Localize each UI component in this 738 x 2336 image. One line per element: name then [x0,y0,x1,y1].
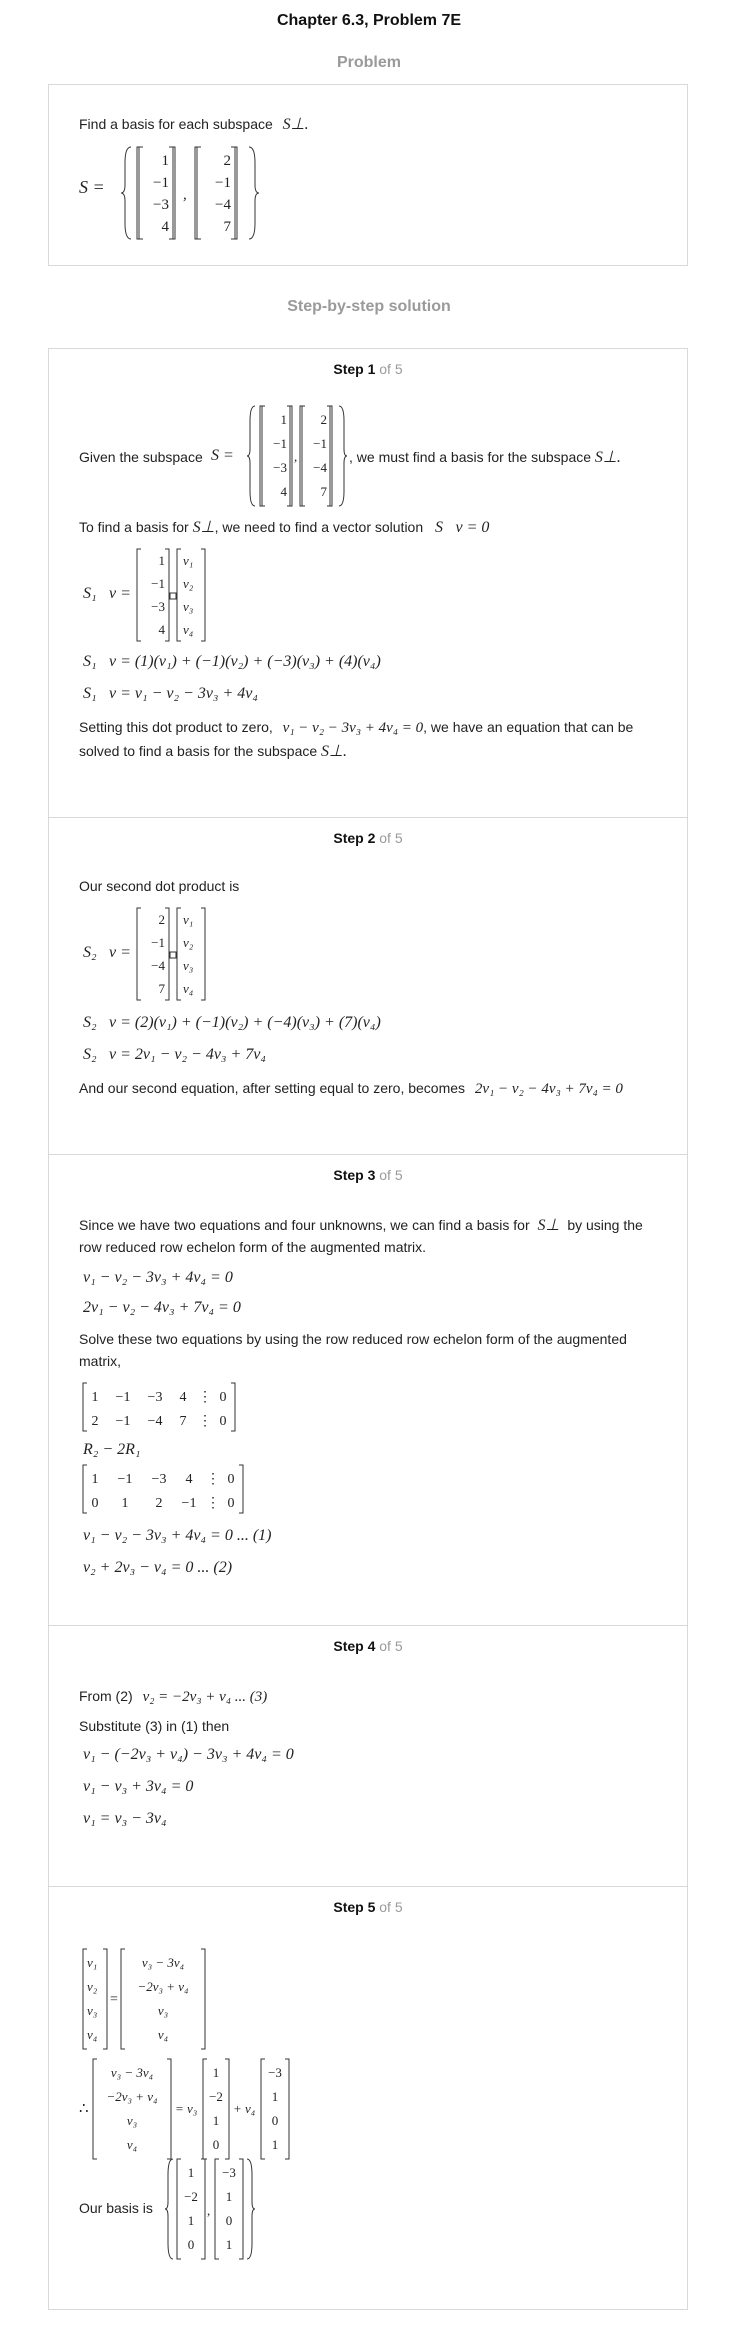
step-1-to-find-post: , we need to find a vector solution [214,519,424,535]
problem-v1-0: 1 [161,153,169,169]
s5-bb-1: 1 [271,2089,279,2104]
aug2-r1-c2: 2 [155,1496,163,1511]
aug2-r0-c2: −3 [151,1472,167,1487]
step-1-box [48,348,688,818]
step-1-v1-3: 4 [280,484,287,499]
therefore-icon: ∴ [79,2101,89,2117]
step-2-final-text: And our second equation, after setting equal to zero, becomes [79,1080,466,1096]
step-2-label: Step 2 [333,830,376,846]
s5-rhs-3: v₄ [157,2027,169,2042]
step-1-dv-1: −1 [151,576,165,591]
aug2-r0-c1: −1 [117,1472,133,1487]
step-2-vv-1: v₂ [183,935,194,950]
s5-rhs-1: −2v₃ + v₄ [137,1979,189,1994]
aug1-r0-c4: ⋮ [198,1390,212,1405]
s5-bb-2: 0 [271,2113,279,2128]
step-5-heading [49,1899,687,1915]
step-4-label: Step 4 [333,1638,376,1654]
problem-v1-3: 4 [161,219,169,235]
step-2-eq1: S₂⃗v = (2)(v₁) + (−1)(v₂) + (−4)(v₃) + (7)(v₄) [83,1014,381,1031]
step-3-intro1b: by using the [567,1217,643,1233]
step-1-setting-text: Setting this dot product to zero, [79,719,273,735]
problem-v2-0: 2 [223,153,231,169]
step-3-solve2: matrix, [79,1353,121,1369]
step-1-s-label: S = [211,447,234,464]
step-4-from [79,1686,267,1707]
step-2-dot-vectors [135,906,215,1002]
s5-bb-0: −3 [268,2065,282,2080]
problem-set-label: S = [79,177,105,197]
s5-rhs-2: v₃ [157,2003,169,2018]
aug1-r0-c2: −3 [147,1390,163,1405]
solution-heading: Step-by-step solution [287,298,451,315]
aug2-r0-c5: 0 [227,1472,235,1487]
step-5-box [48,1886,688,2310]
step-1-v2-0: 2 [320,412,327,427]
step-3-aug-matrix-2 [81,1463,251,1515]
s5-d-2: v₃ [126,2113,138,2128]
aug2-r1-c5: 0 [227,1496,235,1511]
step-3-intro-perp: S⊥ [537,1217,560,1234]
s5-d-1: −2v₃ + v₄ [106,2089,158,2104]
aug2-r1-c1: 1 [121,1496,129,1511]
step-2-vv-0: v₁ [183,912,194,927]
aug1-r1-c0: 2 [91,1414,99,1429]
step-1-dv-3: 4 [158,622,165,637]
aug1-r0-c3: 4 [179,1390,187,1405]
s5-v-2: v₃ [87,2003,98,2018]
aug2-r1-c0: 0 [91,1496,99,1511]
step-1-v2-1: −1 [313,436,327,451]
page-title: Chapter 6.3, Problem 7E [276,12,462,29]
step-1-to-find-perp: S⊥ [192,519,215,536]
step-3-heading [49,1167,687,1183]
step-1-v2-3: 7 [320,484,327,499]
step-1-subspace-vectors [247,403,347,509]
aug2-r1-c4: ⋮ [206,1496,220,1511]
problem-perp: S⊥. [282,116,309,133]
step-2-box [48,817,688,1155]
step-5-basis-set [165,2157,255,2261]
problem-v2-3: 7 [223,219,231,235]
s5-ba-1: −2 [209,2089,223,2104]
problem-heading: Problem [336,54,401,71]
step-4-e2: v₁ − v₃ + 3v₄ = 0 [83,1778,194,1795]
step-1-to-find-text: To find a basis for [79,519,189,535]
step-1-given-post [349,447,621,468]
step-1-v1-2: −3 [273,460,287,475]
step-2-dot-lhs: S₂⃗v = [83,944,131,961]
s5-v-3: v₄ [87,2027,98,2042]
step-2-intro: Our second dot product is [79,878,240,894]
step-3-intro2: row reduced row echelon form of the augmented matrix. [79,1239,427,1255]
step-3-rowop: R₂ − 2R₁ [83,1441,141,1458]
aug2-r0-c4: ⋮ [206,1472,220,1487]
step-1-setting-eq: v₁ − v₂ − 3v₃ + 4v₄ = 0 [282,720,424,736]
step-1-setting-post: , we have an equation that can be [423,719,634,735]
step-1-eq-target: S⃗v = 0 [435,519,490,536]
step-4-heading [49,1638,687,1654]
step-1-vv-0: v₁ [183,553,194,568]
problem-v1-2: −3 [153,197,169,213]
step-1-perp: S⊥. [594,449,621,466]
aug1-r0-c0: 1 [91,1390,99,1405]
step-4-box [48,1625,688,1887]
step-1-dot-vectors [135,547,215,643]
step-2-dv-1: −1 [151,935,165,950]
step-4-e1: v₁ − (−2v₃ + v₄) − 3v₃ + 4v₄ = 0 [83,1746,294,1763]
step-2-final-eq: 2v₁ − v₂ − 4v₃ + 7v₄ = 0 [474,1081,623,1097]
step-3-res2: v₂ + 2v₃ − v₄ = 0 ... (2) [83,1559,233,1576]
step-1-given-pre: Given the subspace [79,449,203,465]
s5-d-0: v₃ − 3v₄ [110,2065,154,2080]
step-3-aug-matrix-1 [81,1381,241,1433]
s5-ba-2: 1 [212,2113,220,2128]
aug1-r1-c4: ⋮ [198,1414,212,1429]
step-2-dv-3: 7 [158,981,165,996]
basis-a-3: 0 [187,2237,195,2252]
step-2-dv-2: −4 [151,958,165,973]
aug2-r0-c0: 1 [91,1472,99,1487]
step-1-v1-0: 1 [280,412,287,427]
step-1-given-post-text: , we must find a basis for the subspace [349,449,592,465]
basis-a-1: −2 [184,2189,198,2204]
step-2-dv-0: 2 [158,912,165,927]
aug1-r1-c5: 0 [219,1414,227,1429]
step-4-subst: Substitute (3) in (1) then [79,1718,230,1734]
step-5-vector-eq [81,1947,241,2051]
step-1-dv-0: 1 [158,553,165,568]
step-1-vv-1: v₂ [183,576,194,591]
step-1-v2-2: −4 [313,460,327,475]
step-3-eqB: 2v₁ − v₂ − 4v₃ + 7v₄ = 0 [83,1299,241,1316]
basis-b-2: 0 [225,2213,233,2228]
step-1-of: of 5 [379,361,403,377]
step-1-dv-2: −3 [151,599,165,614]
aug1-r1-c2: −4 [147,1414,163,1429]
s5-bb-3: 1 [271,2137,279,2152]
basis-b-1: 1 [225,2189,233,2204]
problem-text-main: Find a basis for each subspace [79,116,273,132]
problem-comma: , [183,187,187,203]
basis-a-2: 1 [187,2213,195,2228]
step-1-eq2: S₁⃗v = v₁ − v₂ − 3v₃ + 4v₄ [83,685,258,702]
step-4-from-eq: v₂ = −2v₃ + v₄ ... (3) [142,1689,268,1705]
problem-v1-1: −1 [153,175,169,191]
step-2-vv-3: v₄ [183,981,194,996]
step-3-intro1 [79,1215,643,1236]
step-4-of: of 5 [379,1638,403,1654]
step-2-heading [49,830,687,846]
aug1-r0-c1: −1 [115,1390,131,1405]
step-3-res1: v₁ − v₂ − 3v₃ + 4v₄ = 0 ... (1) [83,1527,272,1544]
aug1-r1-c3: 7 [179,1414,187,1429]
s5-d-3: v₄ [126,2137,138,2152]
step-2-of: of 5 [379,830,403,846]
step-1-vv-3: v₄ [183,622,194,637]
basis-b-3: 1 [225,2237,233,2252]
problem-text [79,114,309,135]
problem-set-vectors [121,143,261,243]
basis-b-0: −3 [222,2165,236,2180]
step-2-vv-2: v₃ [183,958,194,973]
s5-coef-a: = v₃ [175,2101,198,2116]
s5-ba-0: 1 [212,2065,220,2080]
step-4-e3: v₁ = v₃ − 3v₄ [83,1810,167,1827]
s5-coef-b: + v₄ [233,2101,256,2116]
step-4-from-text: From (2) [79,1688,133,1704]
step-1-label: Step 1 [333,361,376,377]
step-1-v1-1: −1 [273,436,287,451]
s5-v-0: v₁ [87,1955,98,1970]
step-3-box [48,1154,688,1626]
step-5-decomposition [79,2057,339,2161]
aug1-r0-c5: 0 [219,1390,227,1405]
step-1-heading [49,361,687,377]
step-1-setting-perp: S⊥. [321,743,347,760]
step-1-vv-2: v₃ [183,599,194,614]
step-3-eqA: v₁ − v₂ − 3v₃ + 4v₄ = 0 [83,1269,233,1286]
aug2-r0-c3: 4 [185,1472,193,1487]
step-1-setting-line1 [79,717,633,738]
aug1-r1-c1: −1 [115,1414,131,1429]
problem-v2-2: −4 [215,197,231,213]
s5-eq-sign: = [110,1992,118,2007]
aug2-r1-c3: −1 [181,1496,197,1511]
step-3-intro1-text: Since we have two equations and four unknowns, we can find a basis for [79,1217,530,1233]
step-2-final [79,1078,623,1099]
step-1-dot-lhs: S₁⃗v = [83,585,131,602]
step-1-eq1: S₁⃗v = (1)(v₁) + (−1)(v₂) + (−3)(v₃) + (4)(v₄) [83,653,381,670]
s5-v-1: v₂ [87,1979,98,1994]
s5-ba-3: 0 [212,2137,220,2152]
step-3-of: of 5 [379,1167,403,1183]
basis-a-0: 1 [187,2165,195,2180]
problem-v2-1: −1 [215,175,231,191]
step-3-solve1: Solve these two equations by using the row reduced row echelon form of the augmented [79,1331,627,1347]
basis-comma: , [207,2203,211,2218]
step-1-comma: , [294,449,298,464]
step-5-our-basis: Our basis is [79,2200,153,2216]
step-1-setting-line2-text: solved to find a basis for the subspace [79,743,318,759]
step-5-of: of 5 [379,1899,403,1915]
step-3-label: Step 3 [333,1167,376,1183]
step-2-eq2: S₂⃗v = 2v₁ − v₂ − 4v₃ + 7v₄ [83,1046,266,1063]
step-1-to-find [79,517,489,538]
step-1-setting-line2 [79,741,347,762]
s5-rhs-0: v₃ − 3v₄ [141,1955,185,1970]
problem-box [48,84,688,266]
step-5-label: Step 5 [333,1899,376,1915]
